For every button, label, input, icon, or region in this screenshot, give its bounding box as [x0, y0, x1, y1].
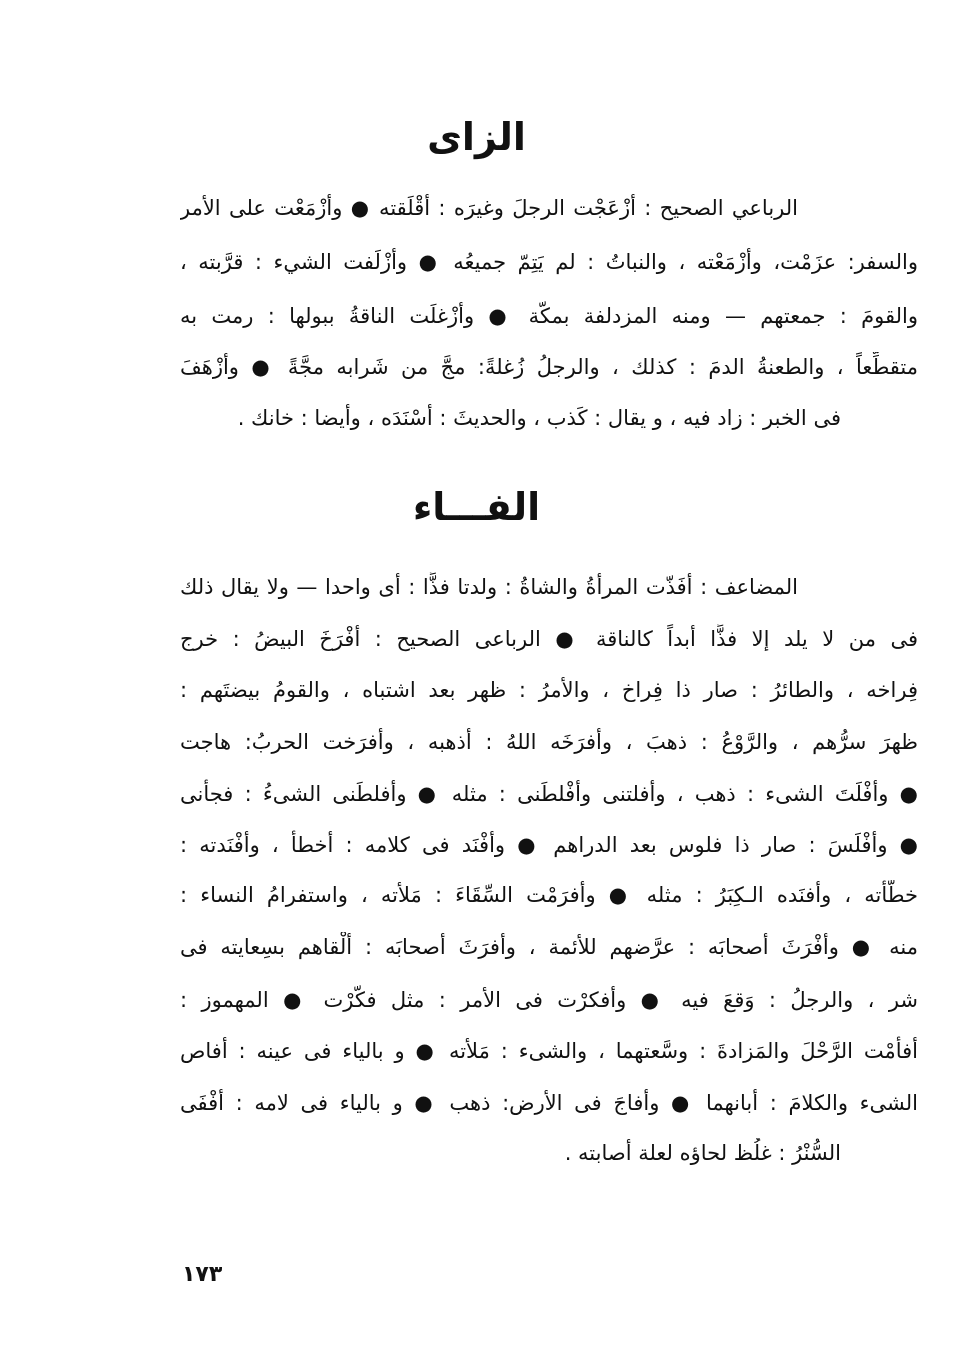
- text-line: منه ● وأفْرَثَ أصحابَه : عرَّضهم للأئمة ، وأفرَثَ أصحابَه : ألْقاهم بسِعايته فى: [180, 935, 918, 959]
- page-number: ١٧٣: [182, 1262, 223, 1287]
- text-line: والقومَ : جمعتهم — ومنه المزدلفة بمكَّة ● وأزْغلَت الناقةُ ببولها : رمت به: [180, 304, 918, 328]
- text-line: المضاعف : أفَذّت المرأةُ والشاةُ : ولدتا فذًّا : أى واحدا — ولا يقال ذلك: [180, 575, 798, 599]
- section-heading-fa: الفـــاء: [412, 485, 541, 529]
- text-line: السُّنْرُ : غلُظ لحاؤه لعلة أصابته .: [564, 1141, 841, 1165]
- text-line: خطَّأته ، وأفنَده الـكِبَرُ : مثله ● وأفرَمْت السِّقَاءَ : مَلأته ، واستفرامُ النساء :: [180, 883, 918, 907]
- text-line: متقطِّعاً ، والطعنةُ الدمَ : كذلك ، والرجلُ زُغلةً: مجَّ من شَرابه مجَّةً ● وأزْهَفَ: [180, 355, 918, 379]
- text-line: ظهرَ سرُّهم ، والرَّوْعُ : ذهبَ ، وأفرَخَه اللهُ : أذهبه ، وأفرَخت الحربُ: هاجت: [180, 730, 918, 754]
- text-line: أفأْمْت الرَّحْلَ والمَزادةَ : وسَّعتهما ، والشىء : مَلأته ● و بالياء فى عينه : أفاص: [180, 1039, 918, 1063]
- text-line: ● وأفْلَتَ الشىء : ذهب ، وأفلتنى وأفْلطَنى : مثله ● وأفلطَنى الشىءُ : فجأنى: [180, 782, 918, 806]
- text-line: الرباعي الصحيح : أزْعَجْت الرجلَ وغيرَه : أقْلَقته ● وأزْمَعْت على الأمر: [180, 196, 798, 220]
- section-heading-zay: الزاى: [427, 115, 526, 159]
- text-line: ● وأفْلَسَ : صار ذا فلوس بعد الدراهم ● وأفْنَد فى كلامه : أخطأ ، وأفْنَدته :: [180, 833, 918, 857]
- text-line: والسفر: عزَمْت، وأزْمَعْته ، والنباتُ : لم يَتِمّ جميعُه ● وأزْلَفت الشيء : قرَّبته ،: [180, 250, 918, 274]
- text-line: شر ، والرجلُ : وَقعَ فيه ● وأفكرْت فى الأمر : مثل فكَّرْت ● المهموز :: [180, 988, 918, 1012]
- text-line: فى الخبر : زاد فيه ، و يقال : كَذب ، والحديثَ : أسْنَدَه ، وأيضا : خانك .: [237, 406, 841, 430]
- text-line: الشىء والكلامَ : أبانهما ● وأفاجَ فى الأرض: ذهب ● و بالياء فى لامه : أفْفَى: [180, 1091, 918, 1115]
- text-line: فِراخه ، والطائرُ : صار ذا فِراخ ، والأمرُ : ظهر بعد اشتباه ، والقومُ بيضتَهم :: [180, 678, 918, 702]
- text-line: فى من لا يلد إلا فذًّا أبداً كالناقة ● الرباعى الصحيح : أفْرَخَ البيضُ : خرج: [180, 627, 918, 651]
